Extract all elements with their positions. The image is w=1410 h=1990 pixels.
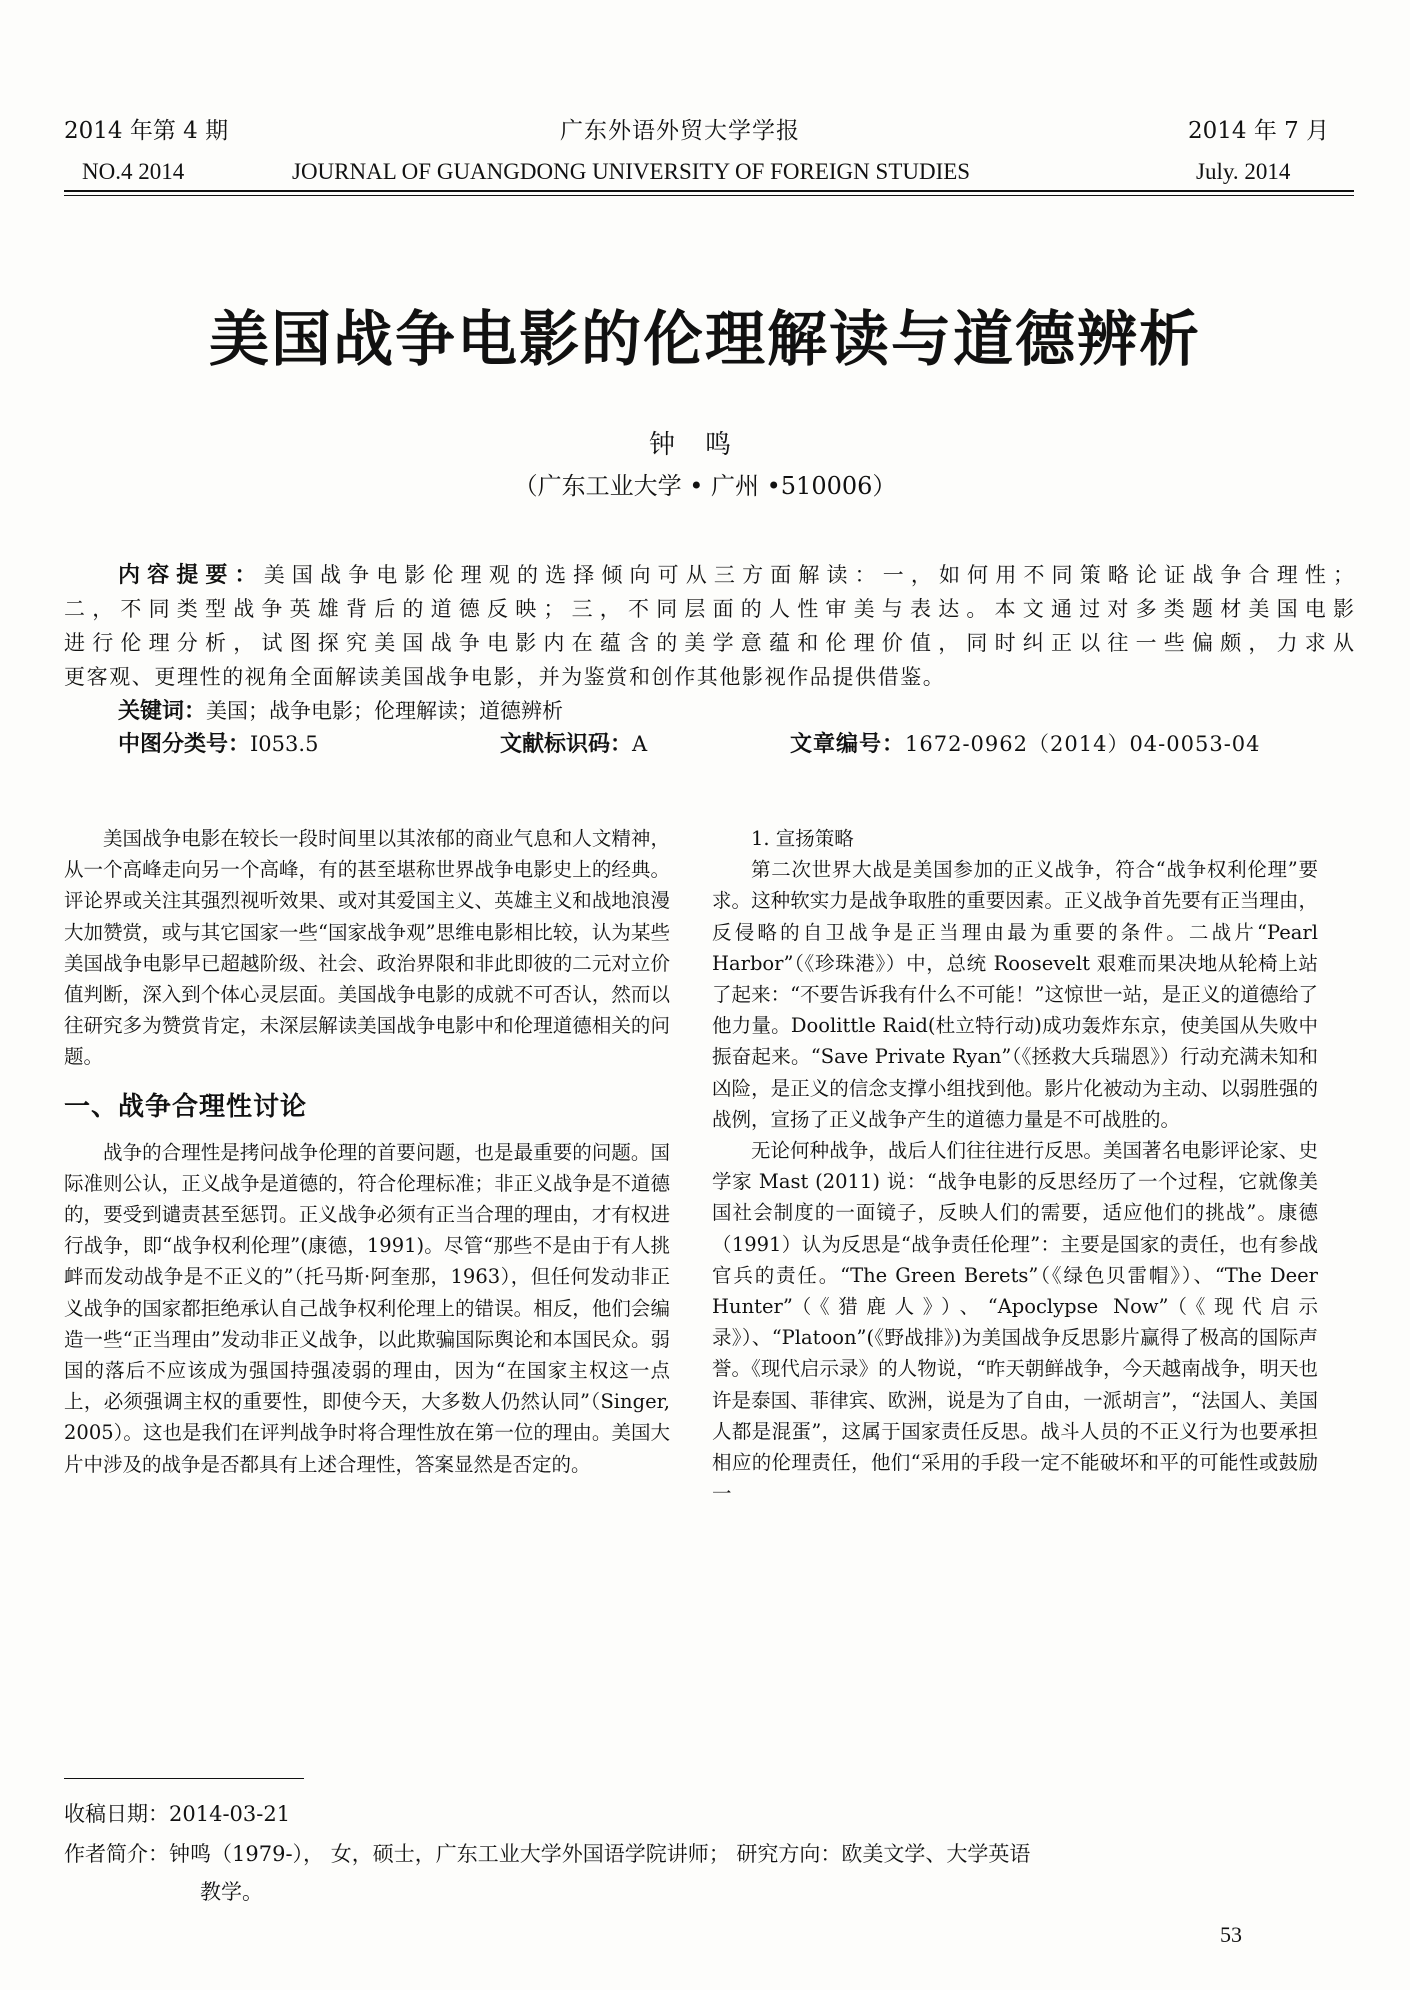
section-1-heading: 一、战争合理性讨论 bbox=[64, 1091, 308, 1122]
right-paragraph-1: 第二次世界大战是美国参加的正义战争，符合“战争权利伦理”要求。这种软实力是战争取胜的重要因素。正义战争首先要有正当理由，反侵略的自卫战争是正当理由最为重要的条件。二战片“Pearl Harbor”（《珍珠港》）中，总统 Roosevelt 艰难而果决地从轮椅上站了起来：“不要告诉我有什么不可能！”这惊世一站，是正义的道德给了他力量。Doolittle Raid(杜立特行动)成功轰炸东京，使美国从失败中振奋起来。“Save Private Ryan”（《拯救大兵瑞恩》）行动充满未知和凶险，是正义的信念支撑小组找到他。影片化被动为主动、以弱胜强的战例，宣扬了正义战争产生的道德力量是不可战胜的。 bbox=[712, 858, 1318, 1131]
subsection-1-heading: 1. 宣扬策略 bbox=[751, 827, 854, 850]
clc-number bbox=[118, 727, 318, 762]
article-number bbox=[790, 727, 1261, 762]
header-issue-en: NO.4 2014 bbox=[82, 159, 185, 184]
header-rule-bottom bbox=[64, 195, 1354, 196]
abstract-line-3: 进行伦理分析，试图探究美国战争电影内在蕴含的美学意蕴和伦理价值，同时纠正以往一些偏颇，力求从 bbox=[64, 631, 1354, 655]
bio-label: 作者简介： bbox=[64, 1842, 169, 1866]
received-label: 收稿日期： bbox=[64, 1802, 169, 1826]
received-value: 2014-03-21 bbox=[169, 1802, 291, 1826]
author-name: 钟鸣 bbox=[648, 430, 761, 460]
abstract-line-1 bbox=[118, 558, 1354, 592]
right-column bbox=[712, 823, 1318, 1509]
article-title: 美国战争电影的伦理解读与道德辨析 bbox=[209, 305, 1201, 375]
header-rule-top bbox=[64, 190, 1354, 192]
bio-line-1: 钟鸣（1979-）， 女，硕士，广东工业大学外国语学院讲师； 研究方向：欧美文学、大学英语 bbox=[169, 1842, 1031, 1866]
left-column bbox=[64, 823, 670, 1480]
right-paragraph-2: 无论何种战争，战后人们往往进行反思。美国著名电影评论家、史学家 Mast (2011) 说：“战争电影的反思经历了一个过程，它就像美国社会制度的一面镜子，反映人们的需要，适应他们的挑战”。康德（1991）认为反思是“战争责任伦理”：主要是国家的责任，也有参战官兵的责任。“The Green Berets”（《绿色贝雷帽》）、“The Deer Hunter”（《猎鹿人》）、“Apoclypse Now”（《现代启示录》）、“Platoon”(《野战排》)为美国战争反思影片赢得了极高的国际声誉。《现代启示录》的人物说，“昨天朝鲜战争，今天越南战争，明天也许是泰国、菲律宾、欧洲，说是为了自由，一派胡言”，“法国人、美国人都是混蛋”，这属于国家责任反思。战斗人员的不正义行为也要承担相应的伦理责任，他们“采用的手段一定不能破坏和平的可能性或鼓励一 bbox=[712, 1139, 1318, 1506]
keywords-label: 关键词： bbox=[118, 699, 207, 724]
doc-value: A bbox=[632, 732, 648, 756]
document-code bbox=[500, 727, 647, 762]
header-date-en: July. 2014 bbox=[1196, 159, 1291, 184]
page-number: 53 bbox=[1220, 1922, 1242, 1947]
header-journal-cn: 广东外语外贸大学学报 bbox=[560, 118, 800, 144]
footnote-rule bbox=[64, 1778, 304, 1779]
article-number-label: 文章编号： bbox=[790, 732, 906, 757]
header-issue-cn: 2014 年第 4 期 bbox=[64, 118, 229, 144]
author-affiliation: （广东工业大学 • 广州 •510006） bbox=[513, 472, 897, 500]
header-journal-en: JOURNAL OF GUANGDONG UNIVERSITY OF FOREIGN STUDIES bbox=[292, 159, 971, 184]
left-paragraph-1: 美国战争电影在较长一段时间里以其浓郁的商业气息和人文精神，从一个高峰走向另一个高峰，有的甚至堪称世界战争电影史上的经典。评论界或关注其强烈视听效果、或对其爱国主义、英雄主义和战地浪漫大加赞赏，或与其它国家一些“国家战争观”思维电影相比较，认为某些美国战争电影早已超越阶级、社会、政治界限和非此即彼的二元对立价值判断，深入到个体心灵层面。美国战争电影的成就不可否认，然而以往研究多为赞赏肯定，未深层解读美国战争电影中和伦理道德相关的问题。 bbox=[64, 827, 670, 1069]
doc-label: 文献标识码： bbox=[500, 732, 633, 757]
keywords-text: 美国；战争电影；伦理解读；道德辨析 bbox=[206, 699, 564, 723]
abstract-label: 内容提要： bbox=[118, 563, 264, 588]
clc-value: I053.5 bbox=[250, 732, 319, 756]
author-bio bbox=[64, 1836, 1354, 1872]
left-paragraph-2: 战争的合理性是拷问战争伦理的首要问题，也是最重要的问题。国际准则公认，正义战争是道德的，符合伦理标准；非正义战争是不道德的，要受到谴责甚至惩罚。正义战争必须有正当合理的理由，才有权进行战争，即“战争权利伦理”(康德，1991)。尽管“那些不是由于有人挑衅而发动战争是不正义的”（托马斯·阿奎那，1963），但任何发动非正义战争的国家都拒绝承认自己战争权利伦理上的错误。相反，他们会编造一些“正当理由”发动非正义战争，以此欺骗国际舆论和本国民众。弱国的落后不应该成为强国持强凌弱的理由，因为“在国家主权这一点上，必须强调主权的重要性，即使今天，大多数人仍然认同”（Singer, 2005）。这也是我们在评判战争时将合理性放在第一位的理由。美国大片中涉及的战争是否都具有上述合理性，答案显然是否定的。 bbox=[64, 1140, 670, 1476]
article-number-value: 1672-0962（2014）04-0053-04 bbox=[905, 732, 1261, 756]
author-bio-line-2: 教学。 bbox=[200, 1880, 263, 1904]
abstract-line-2: 二，不同类型战争英雄背后的道德反映；三，不同层面的人性审美与表达。本文通过对多类题材美国电影 bbox=[64, 597, 1354, 621]
abstract-text-1: 美国战争电影伦理观的选择倾向可从三方面解读：一，如何用不同策略论证战争合理性； bbox=[263, 563, 1354, 587]
abstract-line-4: 更客观、更理性的视角全面解读美国战争电影，并为鉴赏和创作其他影视作品提供借鉴。 bbox=[64, 665, 946, 689]
clc-label: 中图分类号： bbox=[118, 732, 251, 757]
header-date-cn: 2014 年 7 月 bbox=[1188, 118, 1330, 144]
keywords-line bbox=[118, 694, 1354, 729]
received-date bbox=[64, 1796, 1354, 1832]
